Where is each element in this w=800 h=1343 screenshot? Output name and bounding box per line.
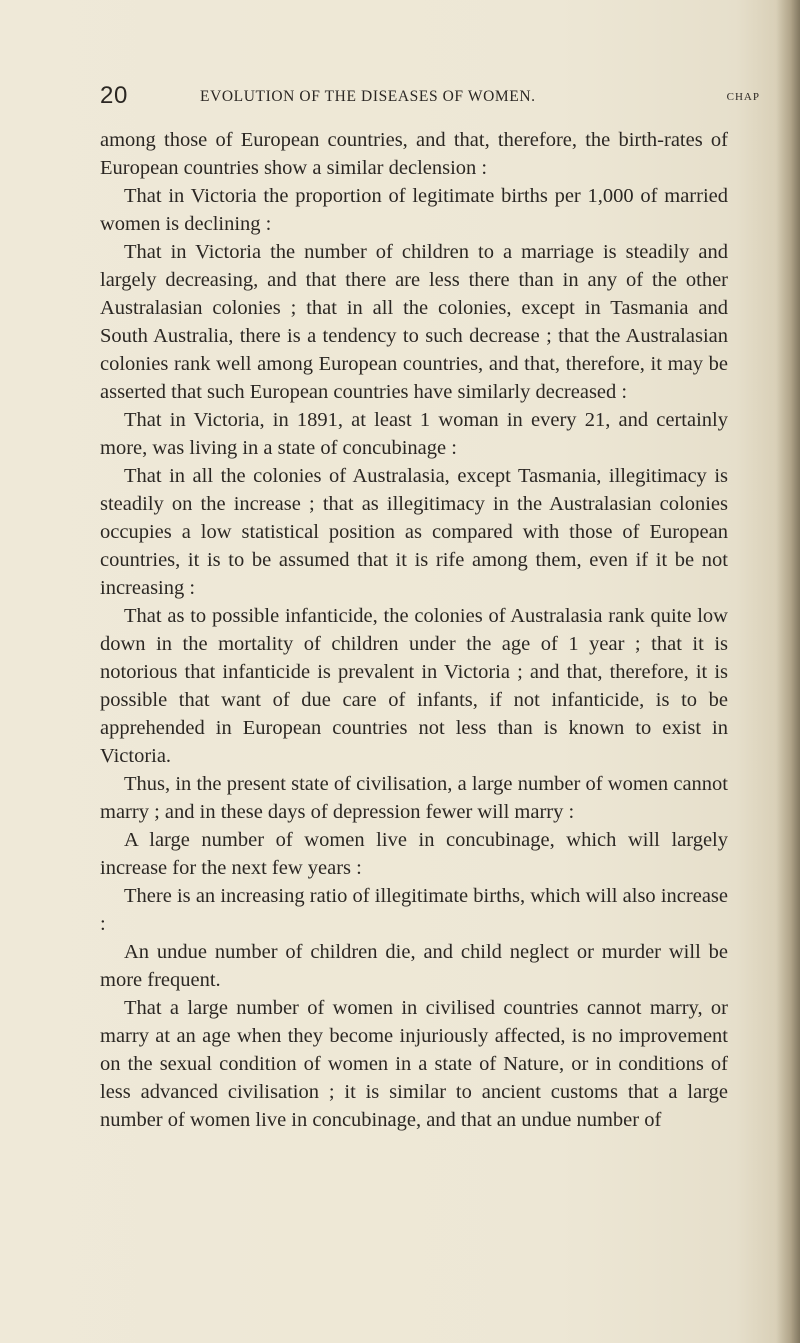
paragraph: That in all the colonies of Australasia, except Tasmania, illegitimacy is steadily on the increase ; that as illegitimacy in the Australasian colonies occupies a low statistical position as compared with those of European countries, it is to be assumed that it is rife among them, even if it be not increasing : [100, 465, 728, 599]
paragraph-continued: among those of European countries, and that, therefore, the birth-rates of European countries show a similar declension : [100, 129, 728, 179]
paragraph: That in Victoria the number of children to a marriage is steadily and largely decreasing, and that there are less there than in any of the other Australasian colonies ; that in all the colonies, except in Tasmania and South Australia, there is a tendency to such decrease ; that the Australasian colonies rank well among European countries, and that, therefore, it may be asserted that such European countries have similarly decreased : [100, 241, 728, 403]
paragraph: That in Victoria, in 1891, at least 1 woman in every 21, and certainly more, was living in a state of concubinage : [100, 409, 728, 459]
paragraph: An undue number of children die, and child neglect or murder will be more frequent. [100, 941, 728, 991]
running-title: EVOLUTION OF THE DISEASES OF WOMEN. [200, 88, 536, 105]
page-number: 20 [100, 82, 128, 109]
paragraph: That as to possible infanticide, the colonies of Australasia rank quite low down in the mortality of children under the age of 1 year ; that it is notorious that infanticide is prevalent in Victoria ; and that, therefore, it is possible that want of due care of infants, if not infanticide, is to be apprehended in European countries not less than is known to exist in Victoria. [100, 605, 728, 767]
paragraph: That in Victoria the proportion of legitimate births per 1,000 of married women is declining : [100, 185, 728, 235]
chapter-mark: CHAP [726, 91, 760, 103]
paragraph: That a large number of women in civilised countries cannot marry, or marry at an age when they become injuriously affected, is no improvement on the sexual condition of women in a state of Nature, or in conditions of less advanced civilisation ; it is similar to ancient customs that a large number of women live in concubinage, and that an undue number of [100, 997, 728, 1131]
paragraph: A large number of women live in concubinage, which will largely increase for the next few years : [100, 829, 728, 879]
page-edge-shadow [776, 0, 800, 1343]
running-header [100, 82, 760, 112]
paragraph: There is an increasing ratio of illegitimate births, which will also increase : [100, 885, 728, 935]
body-text [100, 126, 728, 1134]
paragraph: Thus, in the present state of civilisation, a large number of women cannot marry ; and in these days of depression fewer will marry : [100, 773, 728, 823]
